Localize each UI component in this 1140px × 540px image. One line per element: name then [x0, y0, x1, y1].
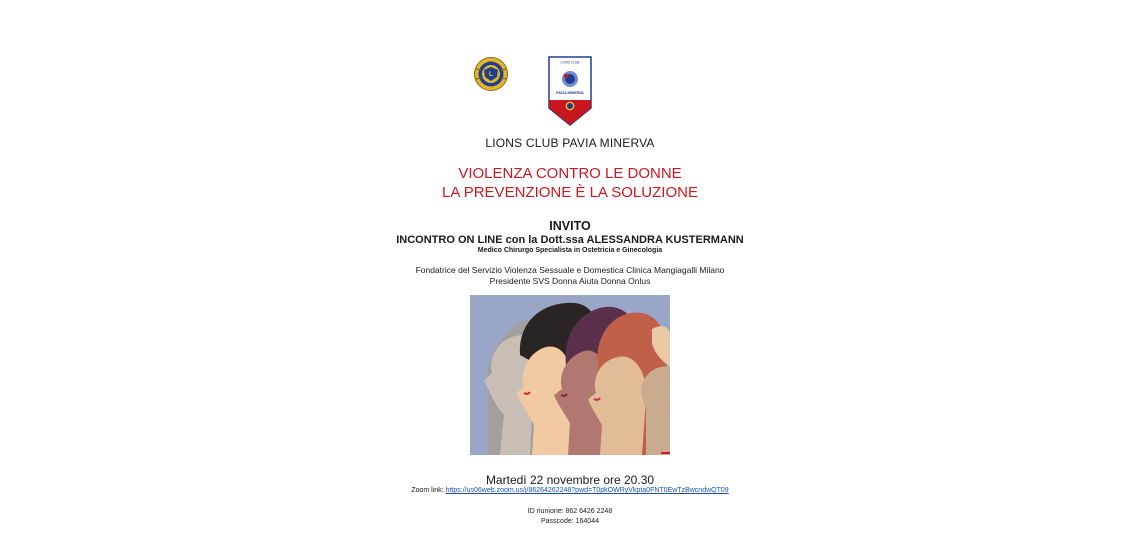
speaker-president-line: Presidente SVS Donna Aiuta Donna Onlus: [489, 276, 651, 286]
invitation-subtitle: INCONTRO ON LINE con la Dott.ssa ALESSANDRA KUSTERMANN: [396, 234, 744, 246]
pennant-line1: LIONS CLUB: [560, 60, 580, 65]
meeting-id: ID riunione: 862 6426 2248: [527, 508, 613, 515]
svg-text:L: L: [488, 71, 494, 78]
meeting-passcode: Passcode: 164044: [541, 518, 599, 525]
invitation-heading: INVITO: [549, 219, 591, 233]
club-pennant-icon: [548, 56, 592, 126]
lions-logo-icon: [473, 56, 509, 92]
zoom-link-row: [0, 487, 1140, 494]
speaker-founder-line: Fondatrice del Servizio Violenza Sessuale e Domestica Clinica Mangiagalli Milano: [415, 265, 725, 275]
zoom-label: Zoom link:: [411, 487, 444, 494]
event-date: Martedì 22 novembre ore 20.30: [485, 473, 655, 487]
women-profiles-illustration: [470, 295, 670, 455]
illustration-accent-line: [661, 452, 670, 454]
event-title-line2: LA PREVENZIONE È LA SOLUZIONE: [442, 184, 698, 201]
zoom-link[interactable]: https://us06web.zoom.us/j/86264262248?pwd=T0pkOWRyVkpta0FNT0EwTzBwcndwQT09: [445, 487, 729, 494]
pennant-line2: PAVIA MINERVA: [556, 91, 584, 95]
speaker-role: Medico Chirurgo Specialista in Ostetricia e Ginecologia: [477, 247, 663, 254]
event-title-line1: VIOLENZA CONTRO LE DONNE: [458, 165, 682, 182]
club-name: LIONS CLUB PAVIA MINERVA: [485, 136, 655, 150]
